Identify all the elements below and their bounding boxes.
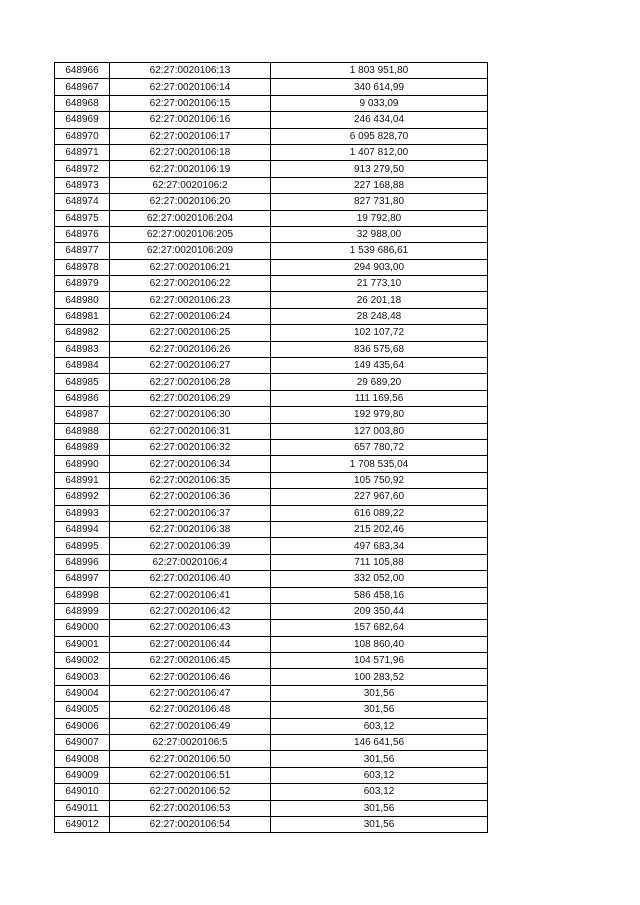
cadastral-number-cell: 62:27:0020106:41 xyxy=(110,587,271,603)
cadastral-value-cell: 215 202,46 xyxy=(271,521,488,537)
table-row xyxy=(55,144,488,160)
cadastral-number-cell: 62:27:0020106:44 xyxy=(110,636,271,652)
cadastral-value-cell: 603,12 xyxy=(271,784,488,800)
row-number-cell: 648992 xyxy=(55,489,110,505)
row-number-cell: 649004 xyxy=(55,685,110,701)
table-row xyxy=(55,767,488,783)
cadastral-number-cell: 62:27:0020106:42 xyxy=(110,603,271,619)
cadastral-number-cell: 62:27:0020106:46 xyxy=(110,669,271,685)
row-number-cell: 648989 xyxy=(55,439,110,455)
row-number-cell: 649002 xyxy=(55,653,110,669)
cadastral-number-cell: 62:27:0020106:22 xyxy=(110,276,271,292)
table-row xyxy=(55,112,488,128)
cadastral-number-cell: 62:27:0020106:54 xyxy=(110,816,271,832)
cadastral-number-cell: 62:27:0020106:28 xyxy=(110,374,271,390)
row-number-cell: 648991 xyxy=(55,472,110,488)
cadastral-value-cell: 100 283,52 xyxy=(271,669,488,685)
table-row xyxy=(55,194,488,210)
cadastral-value-cell: 111 169,56 xyxy=(271,390,488,406)
cadastral-value-cell: 21 773,10 xyxy=(271,276,488,292)
cadastral-number-cell: 62:27:0020106:16 xyxy=(110,112,271,128)
row-number-cell: 649011 xyxy=(55,800,110,816)
cadastral-value-cell: 209 350,44 xyxy=(271,603,488,619)
cadastral-number-cell: 62:27:0020106:48 xyxy=(110,702,271,718)
cadastral-value-cell: 32 988,00 xyxy=(271,226,488,242)
row-number-cell: 648993 xyxy=(55,505,110,521)
cadastral-value-cell: 1 708 535,04 xyxy=(271,456,488,472)
cadastral-number-cell: 62:27:0020106:34 xyxy=(110,456,271,472)
table-row xyxy=(55,472,488,488)
cadastral-number-cell: 62:27:0020106:24 xyxy=(110,308,271,324)
row-number-cell: 648990 xyxy=(55,456,110,472)
row-number-cell: 648967 xyxy=(55,79,110,95)
cadastral-value-cell: 711 105,88 xyxy=(271,554,488,570)
cadastral-value-cell: 227 967,60 xyxy=(271,489,488,505)
table-row xyxy=(55,407,488,423)
table-row xyxy=(55,128,488,144)
cadastral-value-cell: 301,56 xyxy=(271,800,488,816)
row-number-cell: 648987 xyxy=(55,407,110,423)
cadastral-value-cell: 149 435,64 xyxy=(271,358,488,374)
row-number-cell: 648974 xyxy=(55,194,110,210)
table-row xyxy=(55,800,488,816)
table-row xyxy=(55,374,488,390)
cadastral-value-cell: 827 731,80 xyxy=(271,194,488,210)
cadastral-value-cell: 108 860,40 xyxy=(271,636,488,652)
cadastral-number-cell: 62:27:0020106:29 xyxy=(110,390,271,406)
table-row xyxy=(55,341,488,357)
cadastral-number-cell: 62:27:0020106:40 xyxy=(110,571,271,587)
cadastral-number-cell: 62:27:0020106:27 xyxy=(110,358,271,374)
row-number-cell: 648988 xyxy=(55,423,110,439)
row-number-cell: 648977 xyxy=(55,243,110,259)
table-row xyxy=(55,390,488,406)
table-row xyxy=(55,587,488,603)
table-row xyxy=(55,816,488,832)
table-row xyxy=(55,669,488,685)
table-row xyxy=(55,636,488,652)
table-row xyxy=(55,456,488,472)
row-number-cell: 649007 xyxy=(55,735,110,751)
cadastral-number-cell: 62:27:0020106:204 xyxy=(110,210,271,226)
table-row xyxy=(55,702,488,718)
table-row xyxy=(55,521,488,537)
row-number-cell: 649003 xyxy=(55,669,110,685)
row-number-cell: 649012 xyxy=(55,816,110,832)
cadastral-number-cell: 62:27:0020106:49 xyxy=(110,718,271,734)
row-number-cell: 649009 xyxy=(55,767,110,783)
row-number-cell: 648976 xyxy=(55,226,110,242)
table-body xyxy=(55,63,488,833)
table-row xyxy=(55,276,488,292)
row-number-cell: 648973 xyxy=(55,177,110,193)
table-row xyxy=(55,538,488,554)
row-number-cell: 648968 xyxy=(55,95,110,111)
cadastral-number-cell: 62:27:0020106:2 xyxy=(110,177,271,193)
table-row xyxy=(55,603,488,619)
row-number-cell: 648979 xyxy=(55,276,110,292)
cadastral-value-cell: 301,56 xyxy=(271,702,488,718)
cadastral-value-cell: 301,56 xyxy=(271,685,488,701)
cadastral-number-cell: 62:27:0020106:23 xyxy=(110,292,271,308)
cadastral-value-cell: 9 033,09 xyxy=(271,95,488,111)
cadastral-value-cell: 603,12 xyxy=(271,767,488,783)
cadastral-value-cell: 657 780,72 xyxy=(271,439,488,455)
row-number-cell: 648994 xyxy=(55,521,110,537)
row-number-cell: 648981 xyxy=(55,308,110,324)
cadastral-value-cell: 157 682,64 xyxy=(271,620,488,636)
cadastral-number-cell: 62:27:0020106:30 xyxy=(110,407,271,423)
cadastral-value-cell: 332 052,00 xyxy=(271,571,488,587)
cadastral-value-cell: 105 750,92 xyxy=(271,472,488,488)
cadastral-value-cell: 29 689,20 xyxy=(271,374,488,390)
table-row xyxy=(55,177,488,193)
row-number-cell: 648978 xyxy=(55,259,110,275)
cadastral-value-cell: 294 903,00 xyxy=(271,259,488,275)
cadastral-number-cell: 62:27:0020106:17 xyxy=(110,128,271,144)
table-row xyxy=(55,358,488,374)
row-number-cell: 649001 xyxy=(55,636,110,652)
row-number-cell: 648997 xyxy=(55,571,110,587)
row-number-cell: 648975 xyxy=(55,210,110,226)
cadastral-number-cell: 62:27:0020106:209 xyxy=(110,243,271,259)
table-row xyxy=(55,226,488,242)
cadastral-number-cell: 62:27:0020106:15 xyxy=(110,95,271,111)
cadastral-value-cell: 301,56 xyxy=(271,751,488,767)
table-row xyxy=(55,161,488,177)
table-row xyxy=(55,423,488,439)
cadastral-number-cell: 62:27:0020106:47 xyxy=(110,685,271,701)
cadastral-value-cell: 1 539 686,61 xyxy=(271,243,488,259)
cadastral-number-cell: 62:27:0020106:35 xyxy=(110,472,271,488)
table-row xyxy=(55,505,488,521)
row-number-cell: 648982 xyxy=(55,325,110,341)
table-row xyxy=(55,685,488,701)
table-row xyxy=(55,718,488,734)
cadastral-value-cell: 301,56 xyxy=(271,816,488,832)
cadastral-number-cell: 62:27:0020106:43 xyxy=(110,620,271,636)
table-row xyxy=(55,79,488,95)
table-row xyxy=(55,439,488,455)
cadastral-value-cell: 102 107,72 xyxy=(271,325,488,341)
cadastral-number-cell: 62:27:0020106:18 xyxy=(110,144,271,160)
table-row xyxy=(55,325,488,341)
cadastral-value-cell: 616 089,22 xyxy=(271,505,488,521)
table-row xyxy=(55,735,488,751)
cadastral-number-cell: 62:27:0020106:5 xyxy=(110,735,271,751)
row-number-cell: 648980 xyxy=(55,292,110,308)
cadastral-value-cell: 1 803 951,80 xyxy=(271,63,488,79)
cadastral-value-cell: 340 614,99 xyxy=(271,79,488,95)
row-number-cell: 649008 xyxy=(55,751,110,767)
cadastral-number-cell: 62:27:0020106:31 xyxy=(110,423,271,439)
document-page xyxy=(54,62,488,833)
cadastral-number-cell: 62:27:0020106:25 xyxy=(110,325,271,341)
table-row xyxy=(55,308,488,324)
cadastral-value-cell: 127 003,80 xyxy=(271,423,488,439)
row-number-cell: 648999 xyxy=(55,603,110,619)
row-number-cell: 649006 xyxy=(55,718,110,734)
cadastral-number-cell: 62:27:0020106:50 xyxy=(110,751,271,767)
table-row xyxy=(55,620,488,636)
row-number-cell: 648983 xyxy=(55,341,110,357)
cadastral-value-cell: 246 434,04 xyxy=(271,112,488,128)
table-row xyxy=(55,210,488,226)
table-row xyxy=(55,489,488,505)
row-number-cell: 648970 xyxy=(55,128,110,144)
row-number-cell: 648995 xyxy=(55,538,110,554)
cadastral-value-cell: 104 571,96 xyxy=(271,653,488,669)
cadastral-value-cell: 227 168,88 xyxy=(271,177,488,193)
cadastral-number-cell: 62:27:0020106:20 xyxy=(110,194,271,210)
cadastral-number-cell: 62:27:0020106:39 xyxy=(110,538,271,554)
row-number-cell: 649000 xyxy=(55,620,110,636)
cadastral-number-cell: 62:27:0020106:38 xyxy=(110,521,271,537)
cadastral-number-cell: 62:27:0020106:37 xyxy=(110,505,271,521)
row-number-cell: 648996 xyxy=(55,554,110,570)
cadastral-number-cell: 62:27:0020106:51 xyxy=(110,767,271,783)
row-number-cell: 648966 xyxy=(55,63,110,79)
cadastral-number-cell: 62:27:0020106:4 xyxy=(110,554,271,570)
table-row xyxy=(55,751,488,767)
cadastral-value-cell: 603,12 xyxy=(271,718,488,734)
cadastral-value-cell: 586 458,16 xyxy=(271,587,488,603)
cadastral-value-cell: 19 792,80 xyxy=(271,210,488,226)
row-number-cell: 648971 xyxy=(55,144,110,160)
cadastral-value-cell: 192 979,80 xyxy=(271,407,488,423)
cadastral-number-cell: 62:27:0020106:14 xyxy=(110,79,271,95)
table-row xyxy=(55,95,488,111)
cadastral-value-cell: 913 279,50 xyxy=(271,161,488,177)
row-number-cell: 648986 xyxy=(55,390,110,406)
table-row xyxy=(55,292,488,308)
cadastral-number-cell: 62:27:0020106:53 xyxy=(110,800,271,816)
cadastral-number-cell: 62:27:0020106:36 xyxy=(110,489,271,505)
cadastral-number-cell: 62:27:0020106:13 xyxy=(110,63,271,79)
cadastral-value-cell: 1 407 812,00 xyxy=(271,144,488,160)
cadastral-number-cell: 62:27:0020106:19 xyxy=(110,161,271,177)
table-row xyxy=(55,259,488,275)
cadastral-number-cell: 62:27:0020106:26 xyxy=(110,341,271,357)
row-number-cell: 648969 xyxy=(55,112,110,128)
table-row xyxy=(55,243,488,259)
cadastral-value-cell: 497 683,34 xyxy=(271,538,488,554)
cadastral-number-cell: 62:27:0020106:21 xyxy=(110,259,271,275)
cadastral-value-cell: 6 095 828,70 xyxy=(271,128,488,144)
cadastral-value-cell: 146 641,56 xyxy=(271,735,488,751)
cadastral-number-cell: 62:27:0020106:45 xyxy=(110,653,271,669)
row-number-cell: 648985 xyxy=(55,374,110,390)
cadastral-number-cell: 62:27:0020106:32 xyxy=(110,439,271,455)
row-number-cell: 648998 xyxy=(55,587,110,603)
cadastral-value-cell: 836 575,68 xyxy=(271,341,488,357)
table-row xyxy=(55,63,488,79)
row-number-cell: 648972 xyxy=(55,161,110,177)
table-row xyxy=(55,571,488,587)
cadastral-value-cell: 28 248,48 xyxy=(271,308,488,324)
row-number-cell: 649005 xyxy=(55,702,110,718)
row-number-cell: 648984 xyxy=(55,358,110,374)
row-number-cell: 649010 xyxy=(55,784,110,800)
cadastral-number-cell: 62:27:0020106:205 xyxy=(110,226,271,242)
table-row xyxy=(55,653,488,669)
table-row xyxy=(55,554,488,570)
cadastral-value-table xyxy=(54,62,488,833)
cadastral-number-cell: 62:27:0020106:52 xyxy=(110,784,271,800)
cadastral-value-cell: 26 201,18 xyxy=(271,292,488,308)
table-row xyxy=(55,784,488,800)
